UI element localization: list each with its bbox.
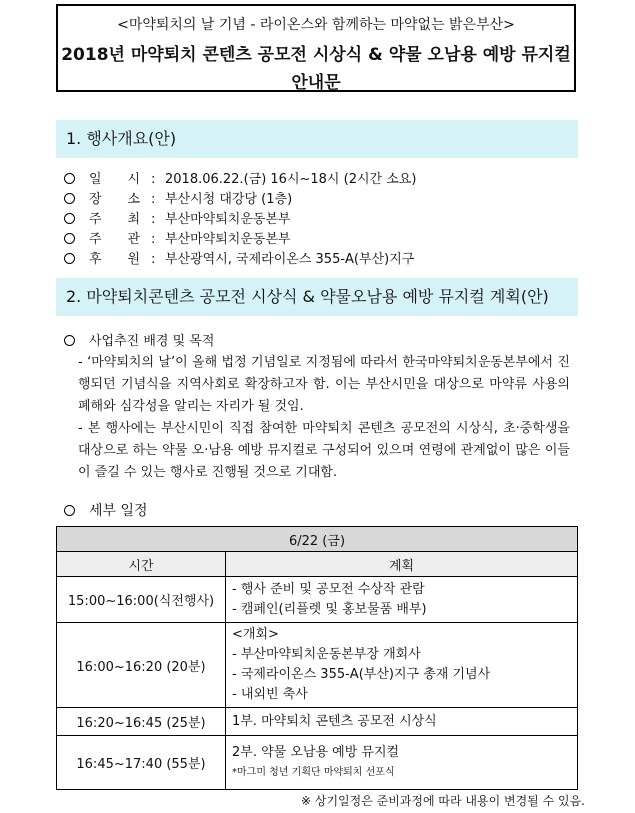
- table-row: [57, 736, 578, 790]
- schedule-heading: 세부 일정: [64, 500, 148, 520]
- table-row: [57, 623, 578, 708]
- title-notice: 안내문: [291, 73, 341, 93]
- circle-bullet-icon: [64, 233, 75, 244]
- overview-value: 부산마약퇴치운동본부: [165, 232, 291, 247]
- table-row: [57, 708, 578, 736]
- plan-cell: <개회> - 부산마약퇴치운동본부장 개회사 - 국제라이온스 355-A(부산)지구 총재 기념사 - 내외빈 축사: [226, 623, 578, 708]
- section-1-heading: 1. 행사개요(안): [56, 120, 578, 158]
- overview-value: 부산시청 대강당 (1층): [165, 192, 293, 207]
- circle-bullet-icon: [64, 193, 75, 204]
- overview-item: 후 원 : 부산광역시, 국제라이온스 355-A(부산)지구: [64, 250, 416, 270]
- table-row: [57, 577, 578, 623]
- time-cell: 16:45~17:40 (55분): [57, 736, 226, 790]
- schedule-table: [56, 526, 578, 790]
- overview-item: 일 시 : 2018.06.22.(금) 16시~18시 (2시간 소요): [64, 170, 416, 190]
- column-header-plan: 계획: [226, 552, 578, 577]
- time-cell: 15:00~16:00(식전행사): [57, 577, 226, 623]
- overview-value: 부산마약퇴치운동본부: [165, 212, 291, 227]
- overview-label: 후 원: [89, 252, 141, 267]
- overview-value: 2018.06.22.(금) 16시~18시 (2시간 소요): [165, 172, 417, 187]
- title-subtitle: <마약퇴치의 날 기념 - 라이온스와 함께하는 마약없는 밝은부산>: [117, 17, 515, 33]
- overview-value: 부산광역시, 국제라이온스 355-A(부산)지구: [165, 252, 415, 267]
- overview-label: 주 관: [89, 232, 141, 247]
- circle-bullet-icon: [64, 253, 75, 264]
- purpose-paragraph-1: - ‘마약퇴치의 날’이 올해 법정 기념일로 지정됨에 따라서 한국마약퇴치운동본부에서 진행되던 기념식을 지역사회로 확장하고자 함. 이는 부산시민을 대상으로 마약류 사용의 폐해와 심각성을 알리는 자리가 될 것임.: [78, 355, 570, 414]
- overview-item: 장 소 : 부산시청 대강당 (1층): [64, 190, 416, 210]
- plan-cell: - 행사 준비 및 공모전 수상작 관람 - 캠페인(리플렛 및 홍보물품 배부): [226, 577, 578, 623]
- plan-note: *마그미 청년 기획단 마약퇴치 선포식: [232, 766, 395, 778]
- footnote: ※ 상기일정은 준비과정에 따라 내용이 변경될 수 있음.: [300, 794, 585, 808]
- circle-bullet-icon: [64, 335, 75, 346]
- purpose-paragraph-2: - 본 행사에는 부산시민이 직접 참여한 마약퇴치 콘텐츠 공모전의 시상식, 초·중학생을 대상으로 하는 약물 오·남용 예방 뮤지컬로 구성되어 있으며 연령에 관계없이 많은 이들이 즐길 수 있는 행사로 진행될 것으로 기대함.: [78, 421, 570, 480]
- section-2-heading: 2. 마약퇴치콘텐츠 공모전 시상식 & 약물오남용 예방 뮤지컬 계획(안): [56, 278, 578, 316]
- circle-bullet-icon: [64, 213, 75, 224]
- circle-bullet-icon: [64, 173, 75, 184]
- plan-cell: 2부. 약물 오남용 예방 뮤지컬 *마그미 청년 기획단 마약퇴치 선포식: [226, 736, 578, 790]
- time-cell: 16:00~16:20 (20분): [57, 623, 226, 708]
- overview-item: 주 관 : 부산마약퇴치운동본부: [64, 230, 416, 250]
- overview-item: 주 최 : 부산마약퇴치운동본부: [64, 210, 416, 230]
- overview-label: 장 소: [89, 192, 141, 207]
- time-cell: 16:20~16:45 (25분): [57, 708, 226, 736]
- title-box: [56, 4, 576, 92]
- overview-label: 일 시: [89, 172, 141, 187]
- overview-label: 주 최: [89, 212, 141, 227]
- title-main: 2018년 마약퇴치 콘텐츠 공모전 시상식 & 약물 오남용 예방 뮤지컬: [61, 45, 571, 65]
- purpose-block: [64, 332, 570, 484]
- column-header-time: 시간: [57, 552, 226, 577]
- purpose-heading: 사업추진 배경 및 목적: [64, 332, 570, 352]
- overview-list: [64, 170, 416, 270]
- circle-bullet-icon: [64, 505, 75, 516]
- schedule-date-header: 6/22 (금): [57, 527, 578, 552]
- plan-cell: 1부. 마약퇴치 콘텐츠 공모전 시상식: [226, 708, 578, 736]
